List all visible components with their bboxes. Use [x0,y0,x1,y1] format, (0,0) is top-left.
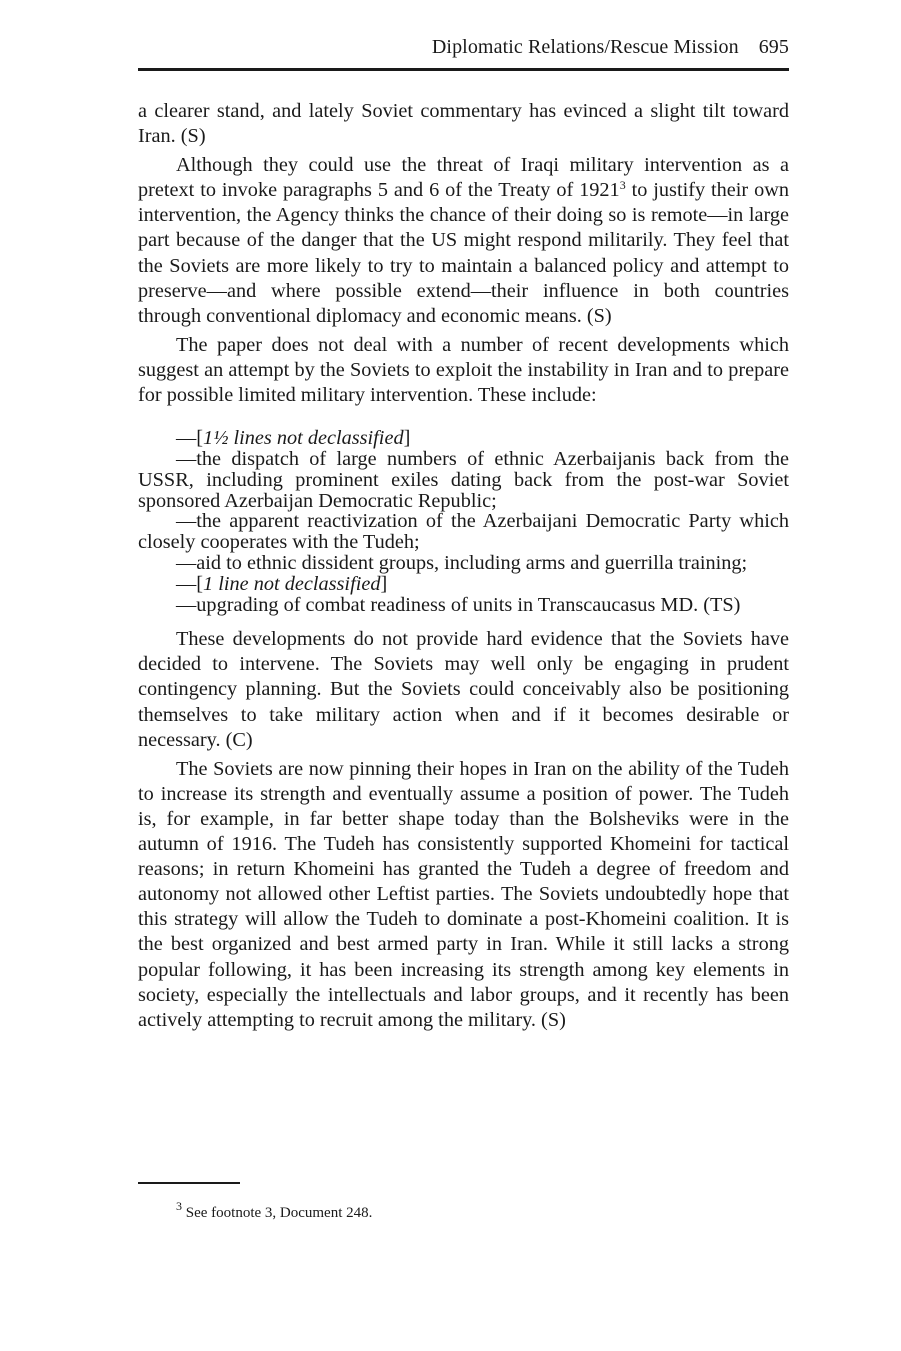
body-text [138,99,789,1037]
footnote-reference: 3 [619,178,626,193]
redaction-note: 1½ lines not declassified [203,427,404,450]
footnote [176,1199,373,1222]
list-item: —upgrading of combat readiness of units in Transcaucasus MD. (TS) [176,593,741,616]
header-rule [138,68,789,71]
list-item: —aid to ethnic dissident groups, including arms and guerrilla training; [176,551,748,574]
list-item: —the dispatch of large numbers of ethnic Azerbaijanis back from the USSR, including prominent exiles dating back from the post-war Soviet sponsored Azerbaijan Democratic Republic; [138,447,789,512]
list-item: —[1 line not declassified] [176,572,388,595]
running-title: Diplomatic Relations/Rescue Mission [431,36,739,58]
page-number: 695 [758,36,789,58]
list-item: —[1½ lines not declassified] [176,427,411,450]
paragraph-4: These developments do not provide hard evidence that the Soviets have decided to intervene. The Soviets may well only be engaging in prudent contingency planning. But the Soviets could conceivably also be positioning themselves to take military action when and if it becomes desirable or necessary. (C) [138,628,789,751]
paragraph-3: The paper does not deal with a number of recent developments which suggest an attempt by the Soviets to exploit the instability in Iran and to prepare for possible limited military intervention. These include: [138,333,789,407]
footnote-marker: 3 [176,1199,182,1213]
running-header [432,36,789,59]
paragraph-2 [138,153,789,329]
paragraph-2-text-a: Although they could use the threat of Iraqi military intervention as a pretext to invoke paragraphs 5 and 6 of the Treaty of 1921 [138,154,789,202]
footnote-rule [138,1182,240,1184]
paragraph-2-text-b: to justify their own intervention, the Agency thinks the chance of their doing so is remote—in large part because of the danger that the US might respond militarily. They feel that the Soviets are more likely to try to maintain a balanced policy and attempt to preserve—and where possible extend—their influence in both countries through conventional diplomacy and economic means. (S) [138,179,790,327]
list-item: —the apparent reactivization of the Azerbaijani Democratic Party which closely cooperates with the Tudeh; [138,510,789,554]
footnote-text: See footnote 3, Document 248. [182,1205,373,1221]
redaction-note: 1 line not declassified [203,572,381,595]
paragraph-1: a clearer stand, and lately Soviet commentary has evinced a slight tilt toward Iran. (S) [138,100,789,148]
paragraph-5: The Soviets are now pinning their hopes in Iran on the ability of the Tudeh to increase its strength and eventually assume a position of power. The Tudeh is, for example, in far better shape today than the Bolsheviks were in the autumn of 1916. The Tudeh has consistently supported Khomeini for tactical reasons; in return Khomeini has granted the Tudeh a degree of freedom and autonomy not allowed other Leftist parties. The Soviets undoubtedly hope that this strategy will allow the Tudeh to dominate a post-Khomeini coalition. It is the best organized and best armed party in Iran. While it still lacks a strong popular following, it has been increasing its strength among key elements in society, especially the intellectuals and labor groups, and it recently has been actively attempting to recruit among the military. (S) [138,757,789,1031]
developments-list [138,428,789,615]
